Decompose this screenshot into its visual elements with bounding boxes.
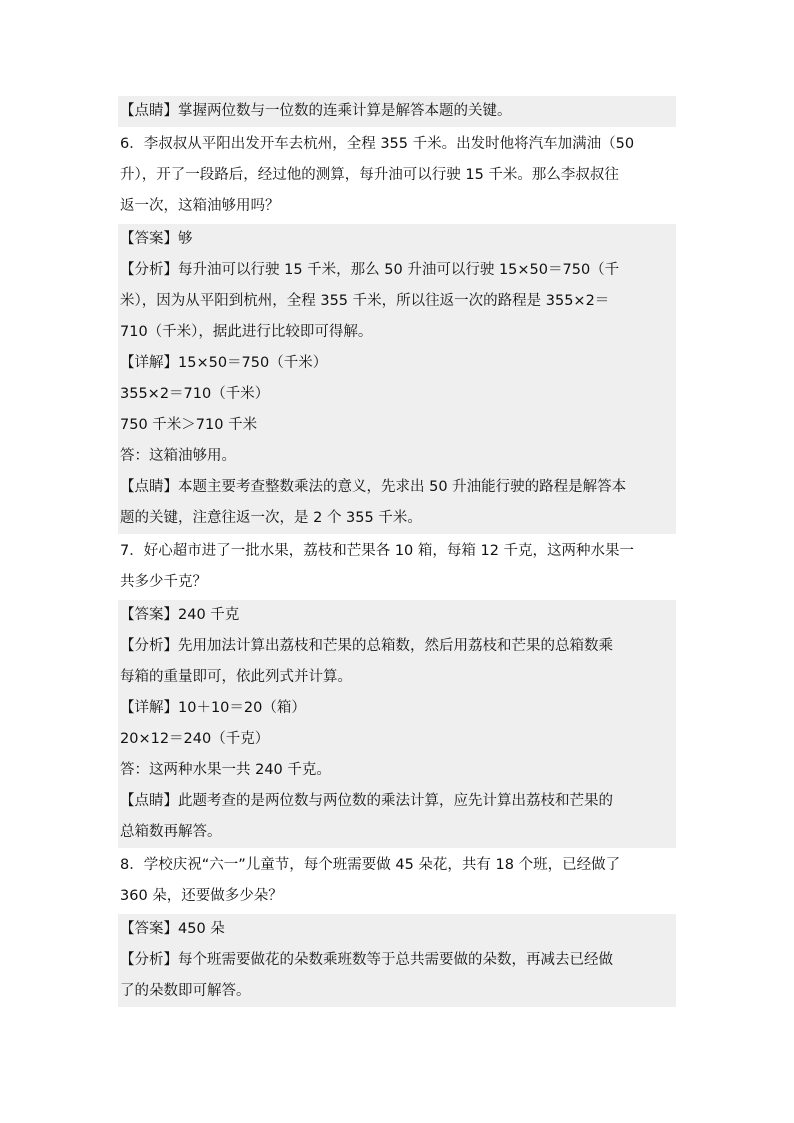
text-line: 6．李叔叔从平阳出发开车去杭州，全程 355 千米。出发时他将汽车加满油（50	[120, 136, 635, 152]
text-line: 升），开了一段路后，经过他的测算，每升油可以行驶 15 千米。那么李叔叔往	[120, 167, 619, 183]
text-line: 米），因为从平阳到杭州，全程 355 千米，所以往返一次的路程是 355×2＝	[118, 286, 676, 317]
text-line: 710（千米），据此进行比较即可得解。	[118, 317, 676, 348]
text-line: 【点睛】掌握两位数与一位数的连乘计算是解答本题的关键。	[118, 96, 676, 127]
text-line: 【答案】够	[118, 224, 676, 255]
text-line: 【分析】每升油可以行驶 15 千米，那么 50 升油可以行驶 15×50＝750（千	[118, 255, 676, 286]
text-line: 360 朵，还要做多少朵？	[120, 888, 283, 904]
text-line: 共多少千克？	[120, 574, 207, 590]
text-line: 8．学校庆祝“六一”儿童节，每个班需要做 45 朵花，共有 18 个班，已经做了	[120, 857, 621, 873]
text-line: 返一次，这箱油够用吗？	[120, 198, 280, 214]
text-line: 【详解】10＋10＝20（箱）	[118, 693, 676, 724]
text-line: 355×2＝710（千米）	[118, 379, 676, 410]
text-line: 答：这箱油够用。	[118, 441, 676, 472]
text-line: 【点睛】本题主要考查整数乘法的意义，先求出 50 升油能行驶的路程是解答本	[118, 472, 676, 503]
text-line: 【分析】先用加法计算出荔枝和芒果的总箱数，然后用荔枝和芒果的总箱数乘	[118, 631, 676, 662]
text-line: 【答案】450 朵	[118, 914, 676, 945]
text-line: 750 千米＞710 千米	[118, 410, 676, 441]
text-line: 答：这两种水果一共 240 千克。	[118, 755, 676, 786]
text-line: 【分析】每个班需要做花的朵数乘班数等于总共需要做的朵数，再减去已经做	[118, 945, 676, 976]
text-line: 20×12＝240（千克）	[118, 724, 676, 755]
text-line: 题的关键，注意往返一次，是 2 个 355 千米。	[118, 503, 676, 534]
text-line: 每箱的重量即可，依此列式并计算。	[118, 662, 676, 693]
text-line: 【点睛】此题考查的是两位数与两位数的乘法计算，应先计算出荔枝和芒果的	[118, 786, 676, 817]
document-body	[118, 96, 676, 1007]
text-line: 7．好心超市进了一批水果，荔枝和芒果各 10 箱，每箱 12 千克，这两种水果一	[120, 543, 635, 559]
text-line: 总箱数再解答。	[118, 817, 676, 848]
text-line: 【答案】240 千克	[118, 600, 676, 631]
text-line: 【详解】15×50＝750（千米）	[118, 348, 676, 379]
text-line: 了的朵数即可解答。	[118, 976, 676, 1007]
